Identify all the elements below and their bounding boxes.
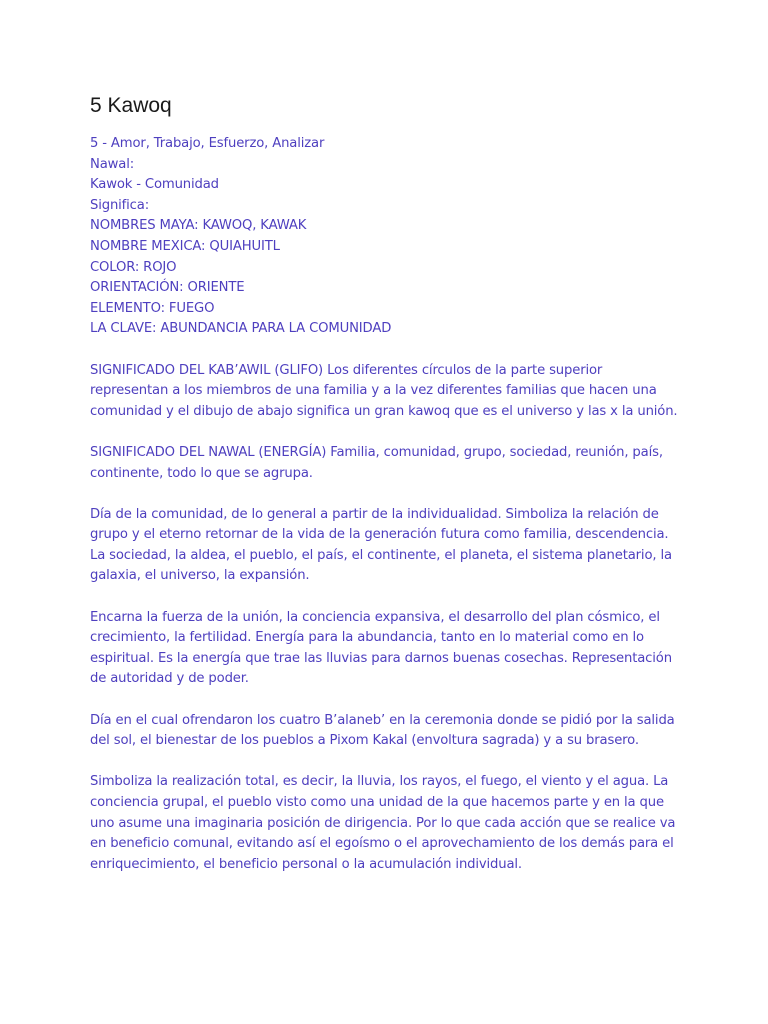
header-block: [90, 134, 680, 340]
paragraph-union: Encarna la fuerza de la unión, la conciencia expansiva, el desarrollo del plan cósmico, el crecimiento, la fertilidad. Energía para la abundancia, tanto en lo material como en lo espiritual. Es la energía que trae las lluvias para darnos buenas cosechas. Representación de autoridad y de poder.: [90, 609, 672, 687]
header-line: NOMBRE MEXICA: QUIAHUITL: [90, 238, 280, 254]
header-line: Nawal:: [90, 156, 135, 172]
paragraph-realizacion: Simboliza la realización total, es decir, la lluvia, los rayos, el fuego, el viento y el agua. La conciencia grupal, el pueblo visto como una unidad de la que hacemos parte y en la que uno asume una imaginaria posición de dirigencia. Por lo que cada acción que se realice va en beneficio comunal, evitando así el egoísmo o el aprovechamiento de los demás para el enriquecimiento, el beneficio personal o la acumulación individual.: [90, 774, 676, 872]
document-page: [90, 92, 680, 896]
header-line: 5 - Amor, Trabajo, Esfuerzo, Analizar: [90, 136, 325, 151]
header-line: ELEMENTO: FUEGO: [90, 300, 215, 316]
paragraph-ofrenda: Día en el cual ofrendaron los cuatro B’alaneb’ en la ceremonia donde se pidió por la salida del sol, el bienestar de los pueblos a Pixom Kakal (envoltura sagrada) y a su brasero.: [90, 712, 675, 749]
header-line: COLOR: ROJO: [90, 259, 177, 275]
document-title: 5 Kawoq: [90, 94, 172, 117]
header-line: LA CLAVE: ABUNDANCIA PARA LA COMUNIDAD: [90, 321, 392, 337]
paragraph-comunidad: Día de la comunidad, de lo general a partir de la individualidad. Simboliza la relación de grupo y el eterno retornar de la vida de la generación futura como familia, descendencia. La sociedad, la aldea, el pueblo, el país, el continente, el planeta, el sistema planetario, la galaxia, el universo, la expansión.: [90, 506, 672, 584]
header-line: Kawok - Comunidad: [90, 177, 219, 193]
header-line: ORIENTACIÓN: ORIENTE: [90, 280, 245, 296]
header-line: Significa:: [90, 197, 150, 213]
paragraph-glifo: SIGNIFICADO DEL KAB’AWIL (GLIFO) Los diferentes círculos de la parte superior representan a los miembros de una familia y a la vez diferentes familias que hacen una comunidad y el dibujo de abajo significa un gran kawoq que es el universo y las x la unión.: [90, 362, 678, 419]
header-line: NOMBRES MAYA: KAWOQ, KAWAK: [90, 218, 307, 234]
paragraph-nawal: SIGNIFICADO DEL NAWAL (ENERGÍA) Familia, comunidad, grupo, sociedad, reunión, país, continente, todo lo que se agrupa.: [90, 444, 663, 481]
